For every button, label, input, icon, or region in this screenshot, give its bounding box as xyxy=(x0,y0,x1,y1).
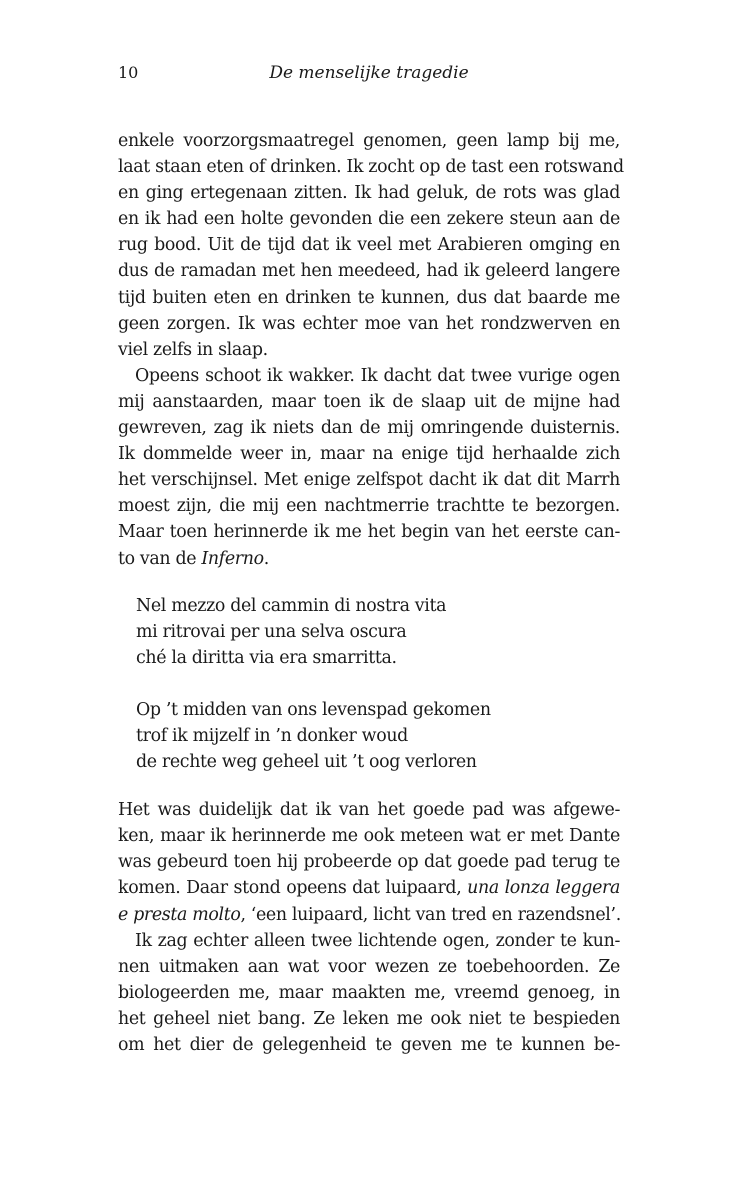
verse-line: Nel mezzo del cammin di nostra vita xyxy=(136,595,447,616)
text-fragment: . xyxy=(263,548,269,569)
text-line: Het was duidelijk dat ik van het goede pad was afgewe- xyxy=(118,800,620,821)
text-line xyxy=(118,902,620,928)
running-head xyxy=(118,58,620,88)
text-line: het geheel niet bang. Ze leken me ook niet te bespieden xyxy=(118,1008,620,1029)
text-line: viel zelfs in slaap. xyxy=(118,339,268,360)
text-line: Maar toen herinnerde ik me het begin van het eerste can- xyxy=(118,522,620,543)
italic-quote: una lonza leggera xyxy=(467,878,620,899)
text-fragment: to van de xyxy=(118,548,202,569)
verse-line: Op ’t midden van ons levenspad gekomen xyxy=(136,699,491,720)
paragraph xyxy=(118,928,620,1058)
text-line: rug bood. Uit de tijd dat ik veel met Arabieren omging en xyxy=(118,235,620,256)
text-line: geen zorgen. Ik was echter moe van het rondzwerven en xyxy=(118,313,620,334)
text-line: moest zijn, die mij een nachtmerrie trachtte te bezorgen. xyxy=(118,496,620,517)
text-line: tijd buiten eten en drinken te kunnen, dus dat baarde me xyxy=(118,287,620,308)
stanza-italian xyxy=(136,593,620,671)
paragraph xyxy=(118,797,620,927)
italic-title: Inferno xyxy=(201,548,264,569)
text-line: dus de ramadan met hen meedeed, had ik geleerd langere xyxy=(118,261,620,282)
italic-quote: e presta molto xyxy=(118,904,241,925)
paragraph xyxy=(118,128,624,363)
page-number: 10 xyxy=(118,63,139,82)
text-line: enkele voorzorgsmaatregel genomen, geen lamp bij me, xyxy=(118,131,620,151)
text-line: het verschijnsel. Met enige zelfspot dacht ik dat dit Marrh xyxy=(118,470,620,491)
text-fragment: , ‘een luipaard, licht van tred en razendsnel’. xyxy=(240,904,621,925)
text-line: om het dier de gelegenheid te geven me te kunnen be- xyxy=(118,1035,620,1055)
verse-line: ché la diritta via era smarritta. xyxy=(136,647,397,668)
stanza-dutch xyxy=(136,697,620,775)
text-line: gewreven, zag ik niets dan de mij omringende duisternis. xyxy=(118,418,620,439)
paragraph xyxy=(118,363,620,572)
text-line: en ik had een holte gevonden die een zekere steun aan de xyxy=(118,209,620,230)
text-line: ken, maar ik herinnerde me ook meteen wat er met Dante xyxy=(118,826,620,847)
text-line: Opeens schoot ik wakker. Ik dacht dat twee vurige ogen xyxy=(135,365,620,386)
text-line: nen uitmaken aan wat voor wezen ze toebehoorden. Ze xyxy=(118,956,620,977)
verse-line: trof ik mijzelf in ’n donker woud xyxy=(136,725,408,746)
verse-line: mi ritrovai per una selva oscura xyxy=(136,621,407,642)
text-line: mij aanstaarden, maar toen ik de slaap uit de mijne had xyxy=(118,391,620,412)
text-line: Ik zag echter alleen twee lichtende ogen, zonder te kun- xyxy=(135,930,620,951)
running-title: De menselijke tragedie xyxy=(269,63,469,83)
text-line xyxy=(118,546,620,572)
text-line: biologeerden me, maar maakten me, vreemd genoeg, in xyxy=(118,982,620,1003)
text-line: laat staan eten of drinken. Ik zocht op de tast een rotswand xyxy=(118,157,624,178)
text-line: en ging ertegenaan zitten. Ik had geluk, de rots was glad xyxy=(118,183,620,204)
text-line xyxy=(118,875,620,901)
poem-quote xyxy=(118,593,620,776)
body-text xyxy=(118,128,624,1058)
text-fragment: komen. Daar stond opeens dat luipaard, xyxy=(118,878,468,899)
text-line: Ik dommelde weer in, maar na enige tijd herhaalde zich xyxy=(118,444,620,465)
text-line: was gebeurd toen hij probeerde op dat goede pad terug te xyxy=(118,852,620,873)
verse-line: de rechte weg geheel uit ’t oog verloren xyxy=(136,752,477,773)
